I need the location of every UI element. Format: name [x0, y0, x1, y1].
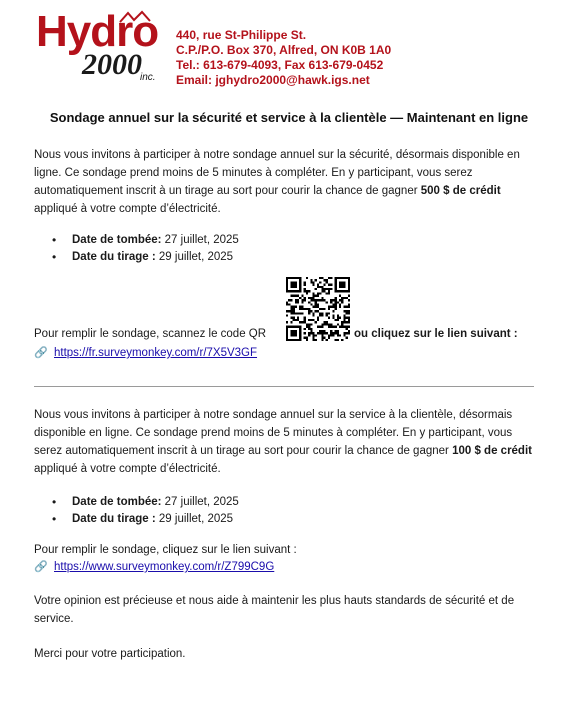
service-survey-link-row — [34, 560, 274, 573]
logo-inc-text: inc. — [140, 72, 156, 83]
email-line: Email: jghydro2000@hawk.igs.net — [176, 73, 370, 87]
lightning-icon — [118, 10, 154, 24]
closing-paragraph: Votre opinion est précieuse et nous aide à maintenir les plus hauts standards de sécurité et de service. — [34, 595, 515, 625]
safety-survey-link[interactable]: https://fr.surveymonkey.com/r/7X5V3GF — [54, 347, 258, 359]
address-line: 440, rue St-Philippe St. — [176, 28, 307, 42]
list-item: • Date de tombée: 27 juillet, 2025 — [34, 232, 239, 249]
safety-survey-link-row — [34, 346, 257, 359]
section-divider — [34, 386, 534, 387]
phone-line: Tel.: 613-679-4093, Fax 613-679-0452 — [176, 58, 384, 72]
safety-prize: 500 $ de crédit — [420, 185, 501, 197]
paperclip-icon: 🔗 — [34, 561, 48, 573]
service-survey-intro: Nous vous invitons à participer à notre sondage annuel sur la service à la clientèle, désormais disponible en ligne. Ce sondage prend moins de 5 minutes à compléter. En y participant, vous serez automatiquement inscrit à un tirage au sort pour courir la chance de gagner 100 $ de crédit appliqué à votre compte d’électricité. — [34, 409, 532, 475]
company-logo — [36, 7, 164, 88]
list-item: • Date du tirage : 29 juillet, 2025 — [34, 249, 239, 266]
address-line: C.P./P.O. Box 370, Alfred, ON K0B 1A0 — [176, 43, 392, 57]
service-link-instruction: Pour remplir le sondage, cliquez sur le lien suivant : — [34, 544, 297, 556]
logo-hydro-text: Hydro — [36, 7, 159, 56]
safety-survey-intro: Nous vous invitons à participer à notre sondage annuel sur la sécurité, désormais disponible en ligne. Ce sondage prend moins de 5 minutes à compléter. En y participant, vous serez automatiquement inscrit à un tirage au sort pour courir la chance de gagner 500 $ de crédit appliqué à votre compte d’électricité. — [34, 149, 520, 215]
qr-code-image[interactable] — [286, 277, 350, 341]
logo-2000-text: 2000 — [82, 48, 142, 81]
service-prize: 100 $ de crédit — [452, 445, 532, 457]
qr-instruction-link-text: ou cliquez sur le lien suivant : — [354, 328, 518, 340]
service-dates-list — [34, 494, 239, 528]
thanks-line: Merci pour votre participation. — [34, 648, 186, 660]
page-title: Sondage annuel sur la sécurité et service à la clientèle — Maintenant en ligne — [49, 110, 529, 125]
company-address — [176, 28, 391, 88]
paperclip-icon: 🔗 — [34, 347, 48, 359]
qr-instruction: Pour remplir le sondage, scannez le code QR ou cliquez sur le lien suivant : — [34, 328, 518, 340]
service-survey-link[interactable]: https://www.surveymonkey.com/r/Z799C9G — [54, 561, 275, 573]
safety-dates-list — [34, 232, 239, 266]
list-item: • Date du tirage : 29 juillet, 2025 — [34, 511, 239, 528]
list-item: • Date de tombée: 27 juillet, 2025 — [34, 494, 239, 511]
